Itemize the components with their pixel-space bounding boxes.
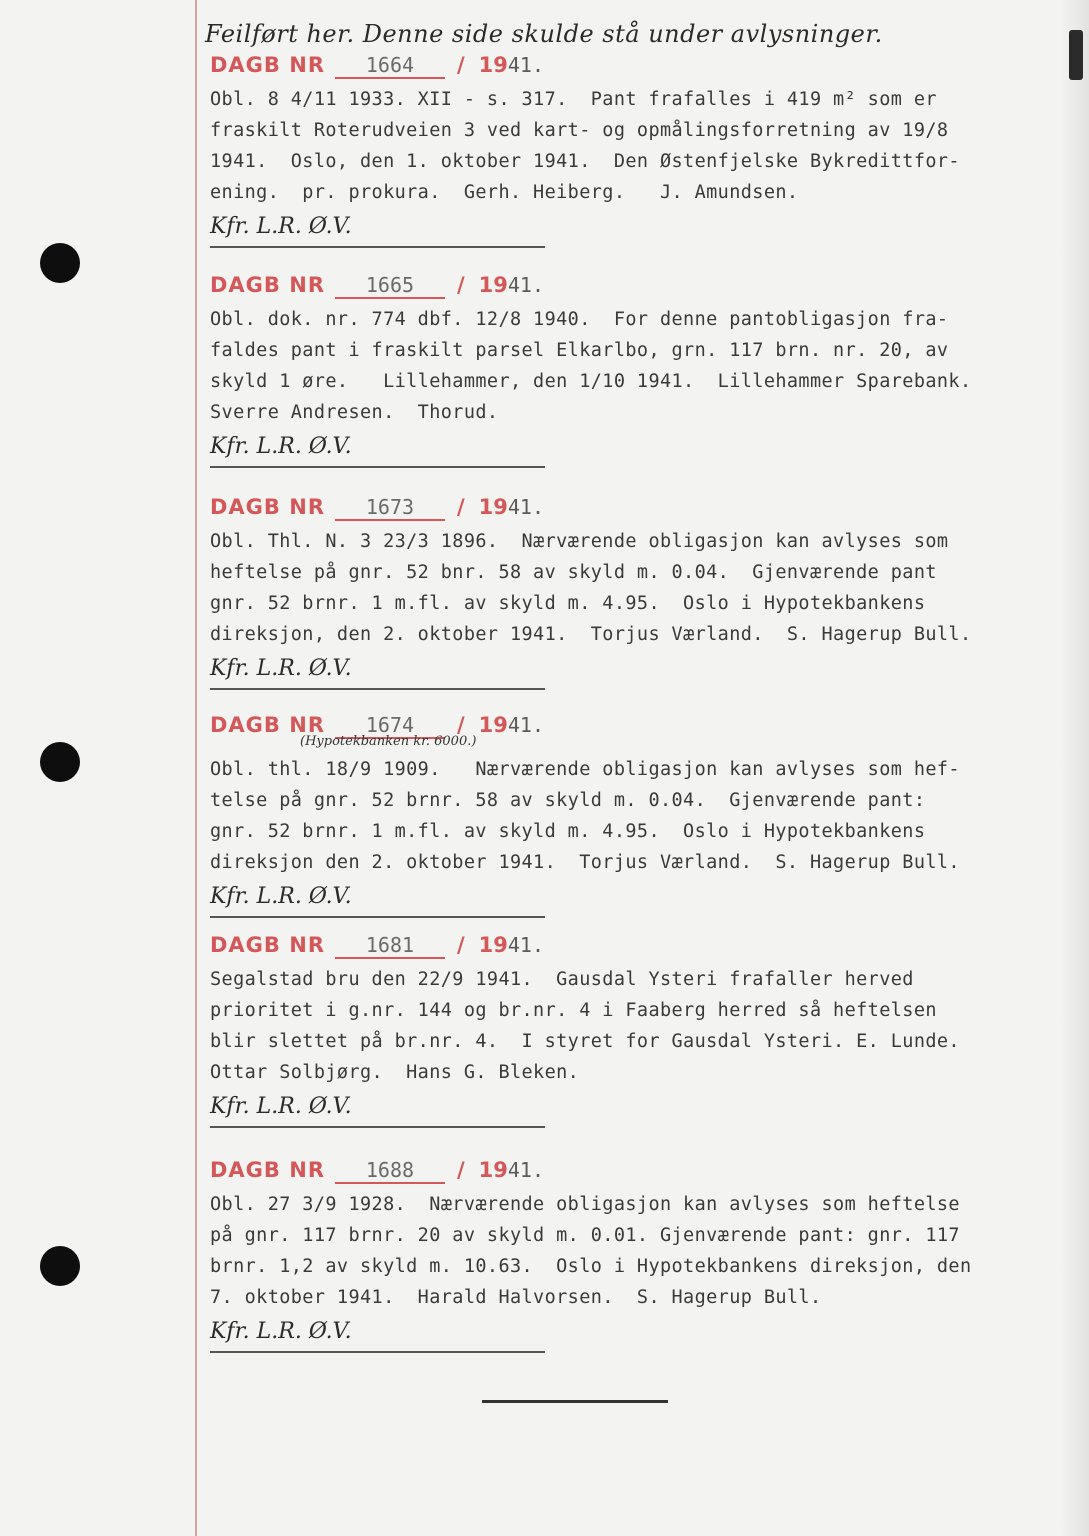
text-line: gnr. 52 brnr. 1 m.fl. av skyld m. 4.95. Oslo i Hypotekbankens xyxy=(210,821,926,842)
journal-entry xyxy=(210,930,1060,1132)
stamp-slash: / xyxy=(456,713,465,737)
stamp-label: DAGB NR xyxy=(210,53,325,77)
entry-text xyxy=(210,964,1060,1088)
end-rule xyxy=(482,1400,668,1403)
text-line: ening. pr. prokura. Gerh. Heiberg. J. Amundsen. xyxy=(210,182,799,203)
stamp-slash: / xyxy=(456,53,465,77)
text-line: faldes pant i fraskilt parsel Elkarlbo, grn. 117 brn. nr. 20, av xyxy=(210,340,949,361)
handwritten-signature: Kfr. L.R. Ø.V. xyxy=(210,1094,352,1119)
entry-number: 1674 xyxy=(335,713,445,739)
text-line: Sverre Andresen. Thorud. xyxy=(210,402,499,423)
entry-text xyxy=(210,304,1060,428)
stamp-slash: / xyxy=(456,933,465,957)
punch-hole xyxy=(40,742,80,782)
text-line: skyld 1 øre. Lillehammer, den 1/10 1941. Lillehammer Sparebank. xyxy=(210,371,972,392)
year-suffix: 41. xyxy=(507,933,545,957)
stamp-slash: / xyxy=(456,273,465,297)
year-prefix: 19 xyxy=(478,53,508,77)
text-line: brnr. 1,2 av skyld m. 10.63. Oslo i Hypotekbankens direksjon, den xyxy=(210,1256,972,1277)
year-suffix: 41. xyxy=(507,495,545,519)
year-suffix: 41. xyxy=(507,1158,545,1182)
text-line: direksjon den 2. oktober 1941. Torjus Værland. S. Hagerup Bull. xyxy=(210,852,960,873)
dagb-stamp xyxy=(210,930,1060,960)
dagb-stamp xyxy=(210,270,1060,300)
signature-line xyxy=(210,246,545,248)
text-line: på gnr. 117 brnr. 20 av skyld m. 0.01. Gjenværende pant: gnr. 117 xyxy=(210,1225,960,1246)
stamp-label: DAGB NR xyxy=(210,273,325,297)
stamp-label: DAGB NR xyxy=(210,713,325,737)
text-line: telse på gnr. 52 brnr. 58 av skyld m. 0.04. Gjenværende pant: xyxy=(210,790,926,811)
entry-number: 1688 xyxy=(335,1158,445,1184)
signature-row xyxy=(210,430,1060,472)
punch-hole xyxy=(40,243,80,283)
year-suffix: 41. xyxy=(507,53,545,77)
entry-text xyxy=(210,84,1060,208)
signature-row xyxy=(210,652,1060,694)
signature-row xyxy=(210,880,1060,922)
entry-text xyxy=(210,526,1060,650)
journal-entry xyxy=(210,1155,1060,1357)
page-edge-shadow xyxy=(1061,0,1089,1536)
margin-line xyxy=(195,0,197,1536)
signature-line xyxy=(210,916,545,918)
text-line: 7. oktober 1941. Harald Halvorsen. S. Hagerup Bull. xyxy=(210,1287,822,1308)
handwritten-annotation: (Hypotekbanken kr. 6000.) xyxy=(300,734,477,749)
handwritten-signature: Kfr. L.R. Ø.V. xyxy=(210,884,352,909)
text-line: Obl. Thl. N. 3 23/3 1896. Nærværende obligasjon kan avlyses som xyxy=(210,531,949,552)
text-line: heftelse på gnr. 52 bnr. 58 av skyld m. 0.04. Gjenværende pant xyxy=(210,562,937,583)
entry-number: 1673 xyxy=(335,495,445,521)
text-line: Ottar Solbjørg. Hans G. Bleken. xyxy=(210,1062,580,1083)
stamp-label: DAGB NR xyxy=(210,1158,325,1182)
entry-number: 1664 xyxy=(335,53,445,79)
stamp-label: DAGB NR xyxy=(210,495,325,519)
text-line: Obl. 8 4/11 1933. XII - s. 317. Pant frafalles i 419 m² som er xyxy=(210,89,937,110)
entry-number: 1681 xyxy=(335,933,445,959)
dagb-stamp xyxy=(210,492,1060,522)
text-line: fraskilt Roterudveien 3 ved kart- og opmålingsforretning av 19/8 xyxy=(210,120,949,141)
handwritten-signature: Kfr. L.R. Ø.V. xyxy=(210,214,352,239)
journal-entry xyxy=(210,50,1060,252)
journal-entry xyxy=(210,492,1060,694)
handwritten-signature: Kfr. L.R. Ø.V. xyxy=(210,1319,352,1344)
year-prefix: 19 xyxy=(478,495,508,519)
stamp-slash: / xyxy=(456,1158,465,1182)
signature-line xyxy=(210,1351,545,1353)
text-line: gnr. 52 brnr. 1 m.fl. av skyld m. 4.95. Oslo i Hypotekbankens xyxy=(210,593,926,614)
handwritten-note: Feilført her. Denne side skulde stå under avlysninger. xyxy=(205,20,883,48)
dagb-stamp xyxy=(210,50,1060,80)
entry-text xyxy=(210,754,1060,878)
text-line: prioritet i g.nr. 144 og br.nr. 4 i Faaberg herred så heftelsen xyxy=(210,1000,937,1021)
stamp-slash: / xyxy=(456,495,465,519)
handwritten-signature: Kfr. L.R. Ø.V. xyxy=(210,434,352,459)
text-line: Segalstad bru den 22/9 1941. Gausdal Ysteri frafaller herved xyxy=(210,969,914,990)
text-line: Obl. dok. nr. 774 dbf. 12/8 1940. For denne pantobligasjon fra- xyxy=(210,309,949,330)
text-line: Obl. 27 3/9 1928. Nærværende obligasjon kan avlyses som heftelse xyxy=(210,1194,960,1215)
dagb-stamp xyxy=(210,1155,1060,1185)
signature-line xyxy=(210,688,545,690)
year-suffix: 41. xyxy=(507,273,545,297)
year-prefix: 19 xyxy=(478,273,508,297)
text-line: 1941. Oslo, den 1. oktober 1941. Den Østenfjelske Bykredittfor- xyxy=(210,151,960,172)
year-prefix: 19 xyxy=(478,933,508,957)
stamp-label: DAGB NR xyxy=(210,933,325,957)
entry-number: 1665 xyxy=(335,273,445,299)
signature-row xyxy=(210,1090,1060,1132)
signature-line xyxy=(210,1126,545,1128)
text-line: direksjon, den 2. oktober 1941. Torjus Værland. S. Hagerup Bull. xyxy=(210,624,972,645)
journal-entry xyxy=(210,270,1060,472)
signature-line xyxy=(210,466,545,468)
year-prefix: 19 xyxy=(478,1158,508,1182)
text-line: Obl. thl. 18/9 1909. Nærværende obligasjon kan avlyses som hef- xyxy=(210,759,960,780)
handwritten-signature: Kfr. L.R. Ø.V. xyxy=(210,656,352,681)
signature-row xyxy=(210,1315,1060,1357)
entry-text xyxy=(210,1189,1060,1313)
signature-row xyxy=(210,210,1060,252)
journal-entry xyxy=(210,710,1060,922)
year-prefix: 19 xyxy=(478,713,508,737)
punch-hole xyxy=(40,1246,80,1286)
year-suffix: 41. xyxy=(507,713,545,737)
binding-clip xyxy=(1069,30,1083,80)
text-line: blir slettet på br.nr. 4. I styret for Gausdal Ysteri. E. Lunde. xyxy=(210,1031,960,1052)
